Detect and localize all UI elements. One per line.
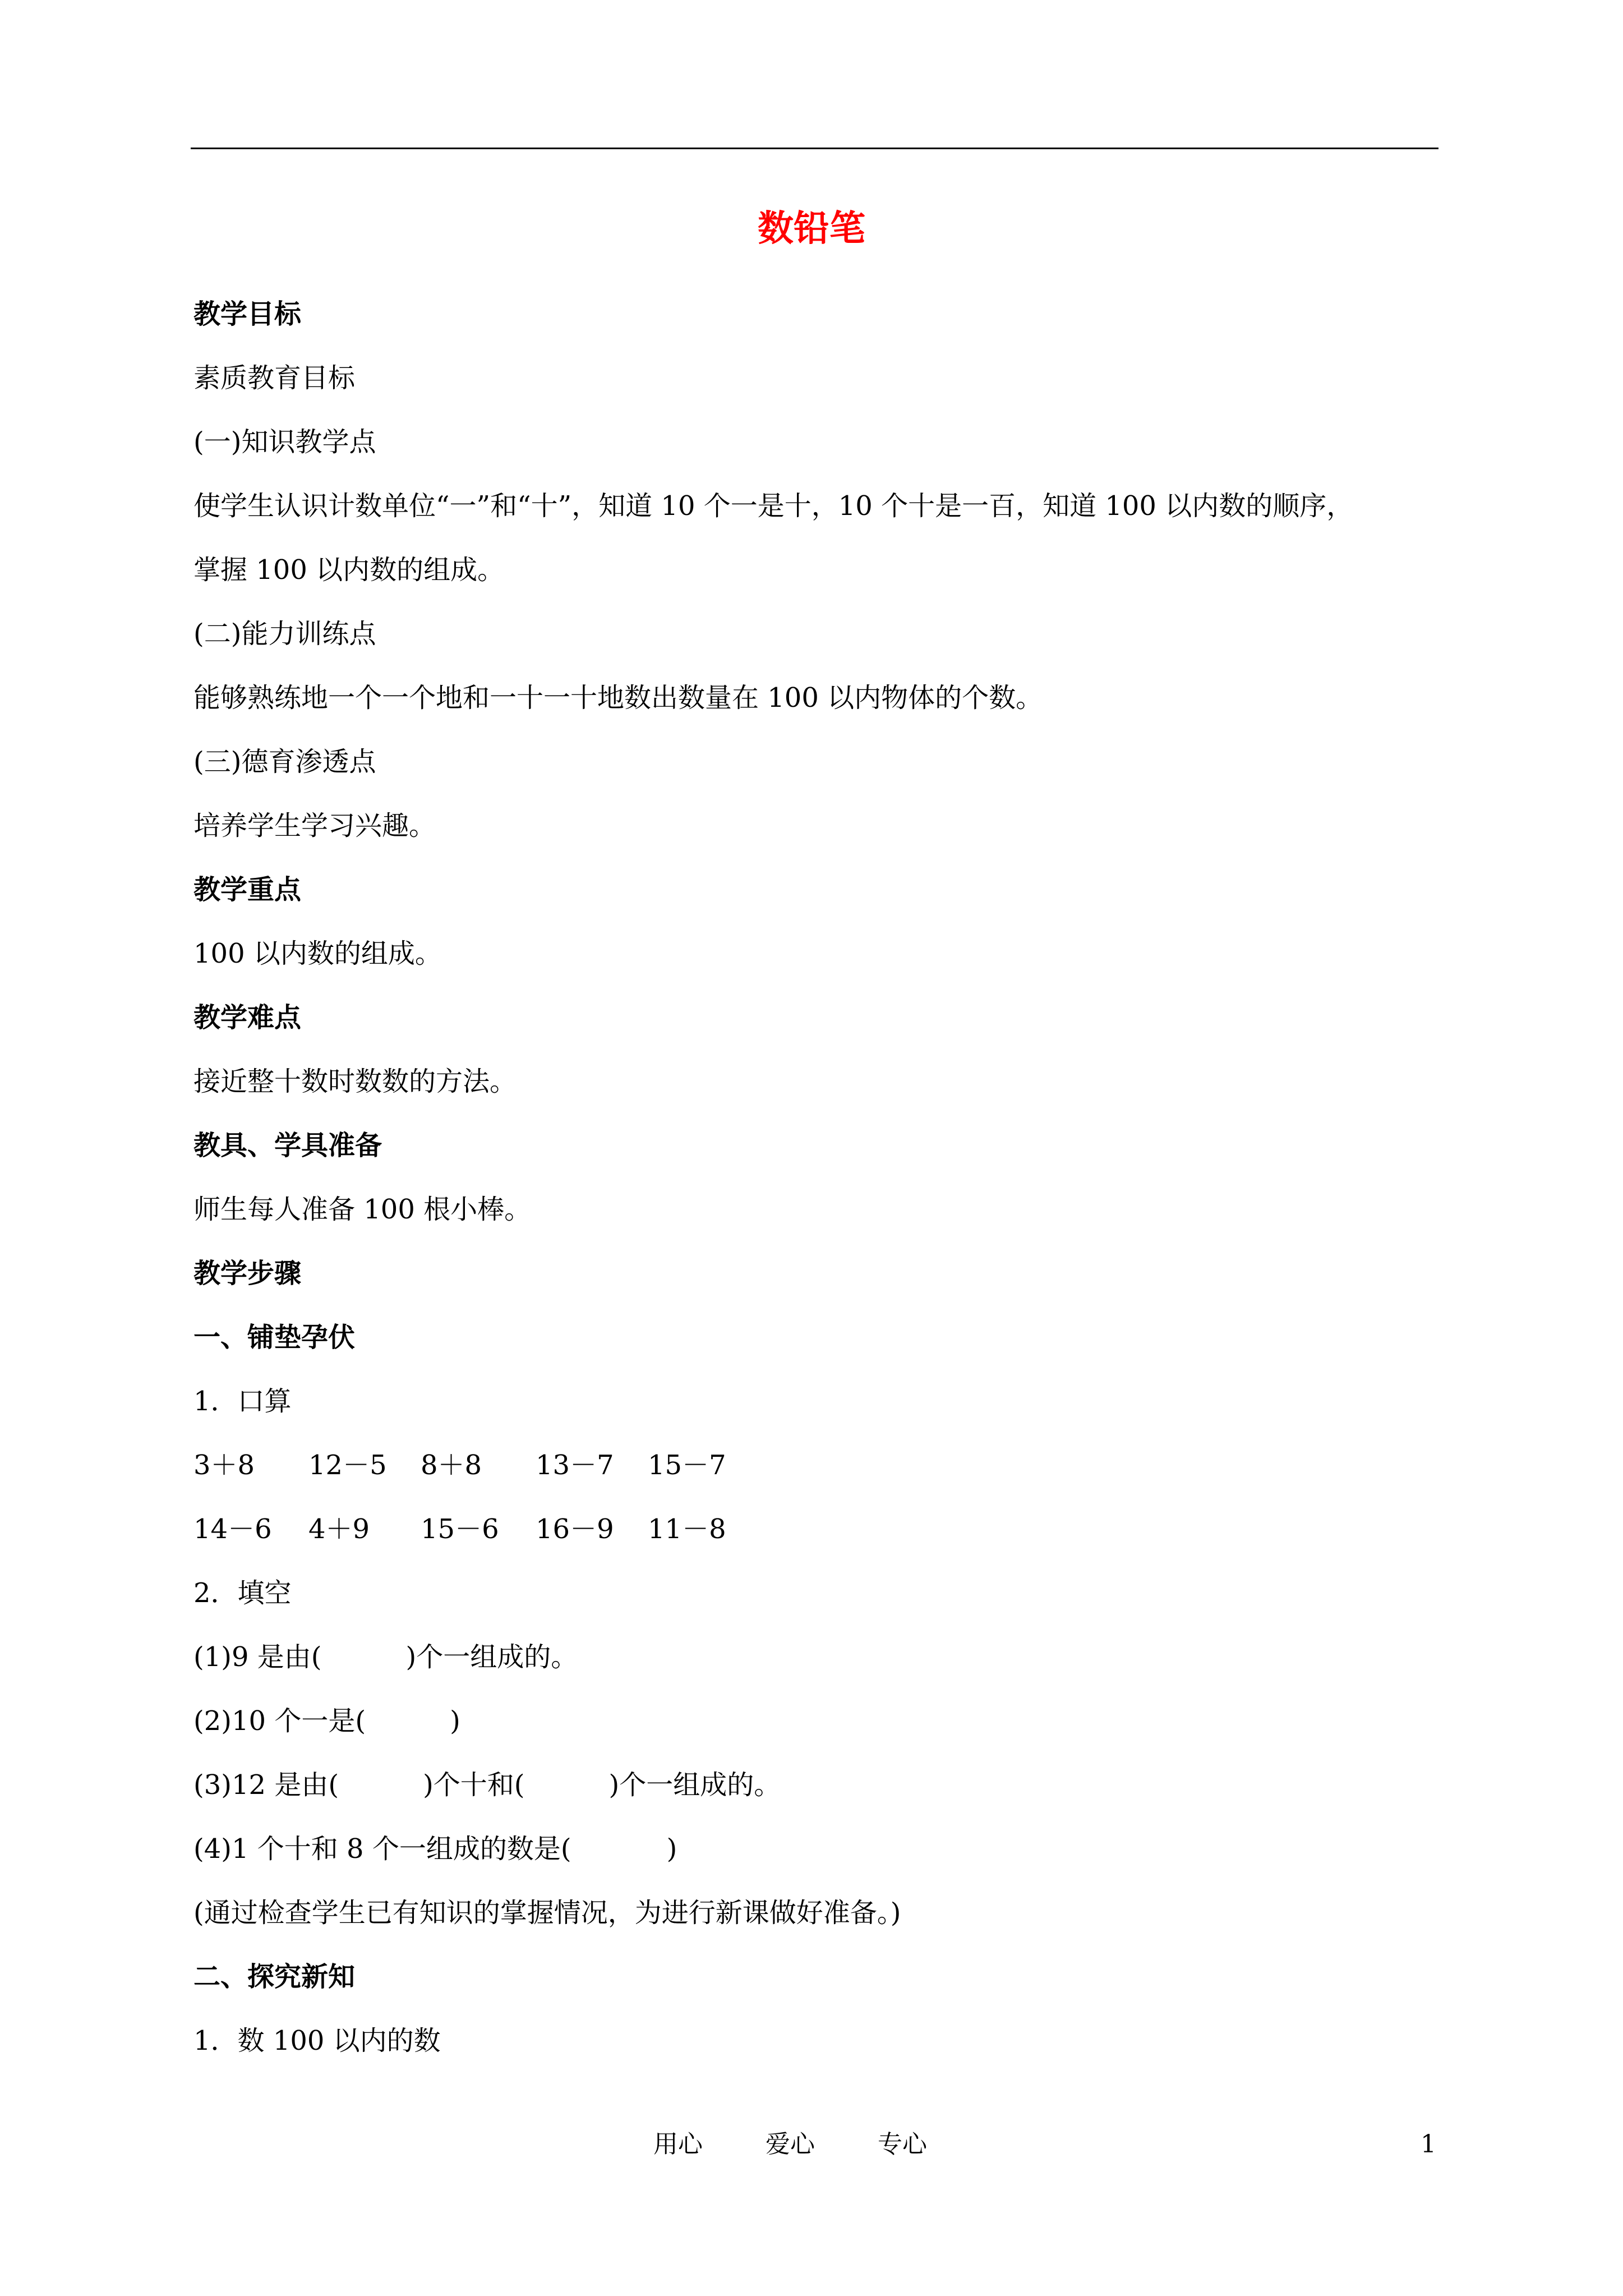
ability-heading: (二)能力训练点 <box>193 618 376 650</box>
footer-motto-item: 用心 <box>653 2130 703 2159</box>
page-number: 1 <box>1421 2130 1436 2159</box>
footer-motto-item: 专心 <box>878 2130 927 2159</box>
calc-item: 16－9 <box>536 1513 614 1545</box>
goal-subheading: 素质教育目标 <box>193 362 356 394</box>
ability-text: 能够熟练地一个一个地和一十一十地数出数量在 100 以内物体的个数。 <box>193 682 1043 714</box>
calc-item: 3＋8 <box>193 1450 255 1481</box>
knowledge-text-line-2: 掌握 100 以内数的组成。 <box>193 554 505 586</box>
footer-motto <box>653 2132 990 2157</box>
fill-item-2-suffix: ) <box>450 1705 460 1737</box>
fill-item-3-prefix: (3)12 是由( <box>193 1769 339 1801</box>
difficulty-text: 接近整十数时数数的方法。 <box>193 1066 517 1097</box>
count-heading: 1．数 100 以内的数 <box>193 2025 441 2056</box>
moral-heading: (三)德育渗透点 <box>193 746 376 777</box>
calc-item: 4＋9 <box>308 1513 370 1545</box>
key-point-text: 100 以内数的组成。 <box>193 938 442 969</box>
calc-row-1 <box>193 1448 1441 1512</box>
teaching-note: (通过检查学生已有知识的掌握情况，为进行新课做好准备。) <box>193 1897 901 1929</box>
calc-item: 8＋8 <box>421 1450 482 1481</box>
calc-item: 12－5 <box>308 1450 387 1481</box>
calc-item: 13－7 <box>536 1450 614 1481</box>
document-body <box>193 297 1441 2088</box>
key-point-heading: 教学重点 <box>193 874 302 905</box>
fill-blank-heading: 2．填空 <box>193 1577 292 1609</box>
step-two-heading: 二、探究新知 <box>193 1961 356 1993</box>
fill-item-4 <box>193 1832 1441 1896</box>
calc-item: 15－7 <box>648 1450 726 1481</box>
fill-item-3-suffix: )个一组成的。 <box>608 1769 781 1801</box>
difficulty-heading: 教学难点 <box>193 1002 302 1033</box>
moral-text: 培养学生学习兴趣。 <box>193 810 436 841</box>
preparation-heading: 教具、学具准备 <box>193 1130 382 1161</box>
preparation-text: 师生每人准备 100 根小棒。 <box>193 1194 532 1225</box>
calc-item: 14－6 <box>193 1513 272 1545</box>
fill-item-3 <box>193 1768 1441 1832</box>
fill-item-2-prefix: (2)10 个一是( <box>193 1705 366 1737</box>
fill-item-2 <box>193 1704 1441 1768</box>
goal-heading: 教学目标 <box>193 298 302 330</box>
fill-item-4-suffix: ) <box>666 1833 677 1865</box>
fill-item-1 <box>193 1640 1441 1704</box>
knowledge-text-line-1: 使学生认识计数单位“一”和“十”，知道 10 个一是十，10 个十是一百，知道 100 以内数的顺序， <box>193 490 1354 522</box>
calc-item: 15－6 <box>421 1513 499 1545</box>
fill-item-4-prefix: (4)1 个十和 8 个一组成的数是( <box>193 1833 571 1865</box>
step-one-heading: 一、铺垫孕伏 <box>193 1322 356 1353</box>
oral-calc-heading: 1．口算 <box>193 1386 292 1417</box>
steps-heading: 教学步骤 <box>193 1258 302 1289</box>
fill-item-1-prefix: (1)9 是由( <box>193 1641 322 1673</box>
page-title: 数铅笔 <box>758 208 865 250</box>
knowledge-heading: (一)知识教学点 <box>193 426 376 458</box>
fill-item-1-suffix: )个一组成的。 <box>405 1641 578 1673</box>
calc-row-2 <box>193 1512 1441 1576</box>
calc-item: 11－8 <box>648 1513 726 1545</box>
header-rule <box>191 148 1438 149</box>
footer-motto-item: 爱心 <box>766 2130 815 2159</box>
fill-item-3-middle: )个十和( <box>423 1769 525 1801</box>
